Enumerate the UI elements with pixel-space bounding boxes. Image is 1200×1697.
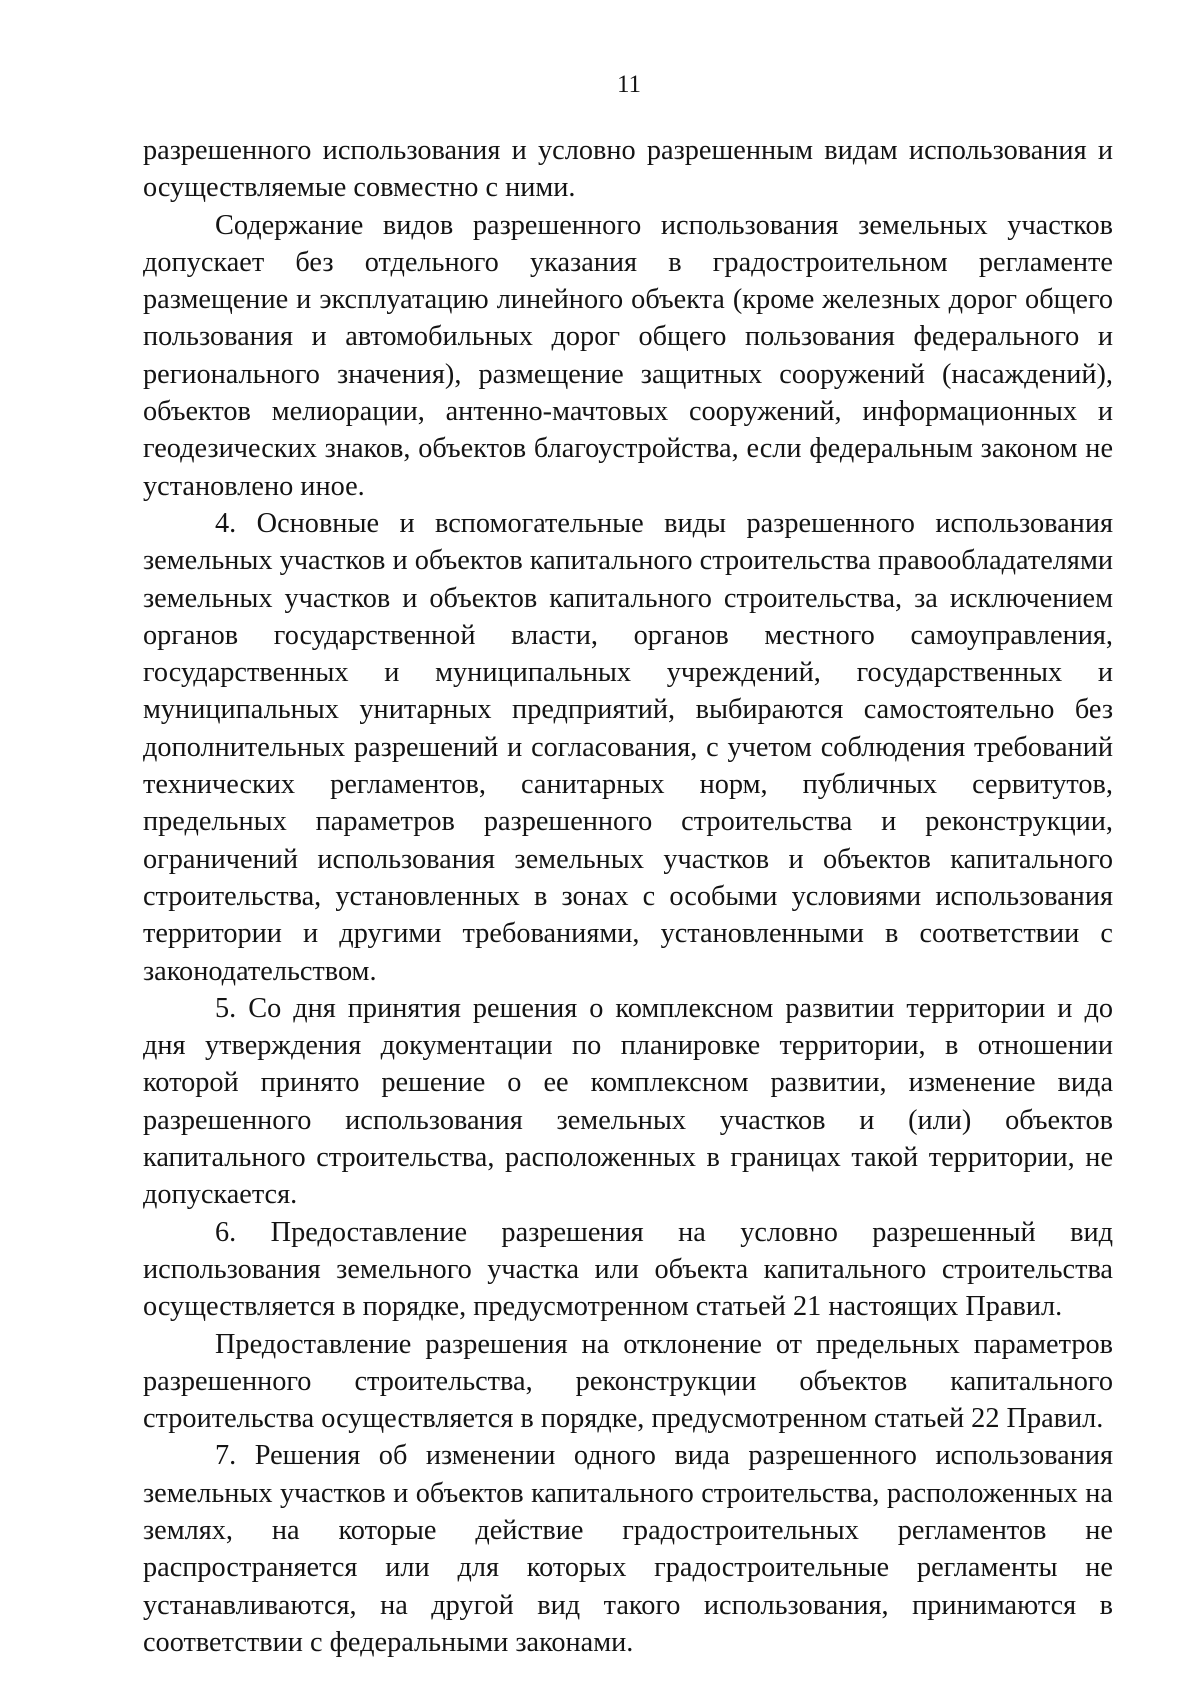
paragraph-item-7: 7. Решения об изменении одного вида разрешенного использования земельных участков и объектов капитального строительства, расположенных на землях, на которые действие градостроительных регламентов не распространяется или для которых градостроительные регламенты не устанавливаются, на другой вид такого использования, принимаются в соответствии с федеральными законами.: [143, 1440, 1113, 1658]
paragraph-item-6: 6. Предоставление разрешения на условно разрешенный вид использования земельного участка или объекта капитального строительства осуществляется в порядке, предусмотренном статьей 21 настоящих Правил.: [143, 1216, 1113, 1323]
paragraph-deviation-permit: Предоставление разрешения на отклонение от предельных параметров разрешенного строительства, реконструкции объектов капитального строительства осуществляется в порядке, предусмотренном статьей 22 Правил.: [143, 1328, 1113, 1435]
document-body: [143, 132, 1113, 1661]
paragraph-item-5: 5. Со дня принятия решения о комплексном развитии территории и до дня утверждения документации по планировке территории, в отношении которой принято решение о ее комплексном развитии, изменение вида разрешенного использования земельных участков и (или) объектов капитального строительства, расположенных в границах такой территории, не допускается.: [143, 992, 1113, 1211]
paragraph-item-4: 4. Основные и вспомогательные виды разрешенного использования земельных участков и объектов капитального строительства правообладателями земельных участков и объектов капитального строительства, за исключением органов государственной власти, органов местного самоуправления, государственных и муниципальных учреждений, государственных и муниципальных унитарных предприятий, выбираются самостоятельно без дополнительных разрешений и согласования, с учетом соблюдения требований технических регламентов, санитарных норм, публичных сервитутов, предельных параметров разрешенного строительства и реконструкции, ограничений использования земельных участков и объектов капитального строительства, установленных в зонах с особыми условиями использования территории и другими требованиями, установленными в соответствии с законодательством.: [143, 507, 1113, 987]
paragraph-continuation: разрешенного использования и условно разрешенным видам использования и осуществляемые совместно с ними.: [143, 135, 1113, 204]
page-number: 11: [616, 71, 642, 98]
paragraph-linear-objects: Содержание видов разрешенного использования земельных участков допускает без отдельного указания в градостроительном регламенте размещение и эксплуатацию линейного объекта (кроме железных дорог общего пользования и автомобильных дорог общего пользования федерального и регионального значения), размещение защитных сооружений (насаждений), объектов мелиорации, антенно-мачтовых сооружений, информационных и геодезических знаков, объектов благоустройства, если федеральным законом не установлено иное.: [143, 209, 1113, 502]
